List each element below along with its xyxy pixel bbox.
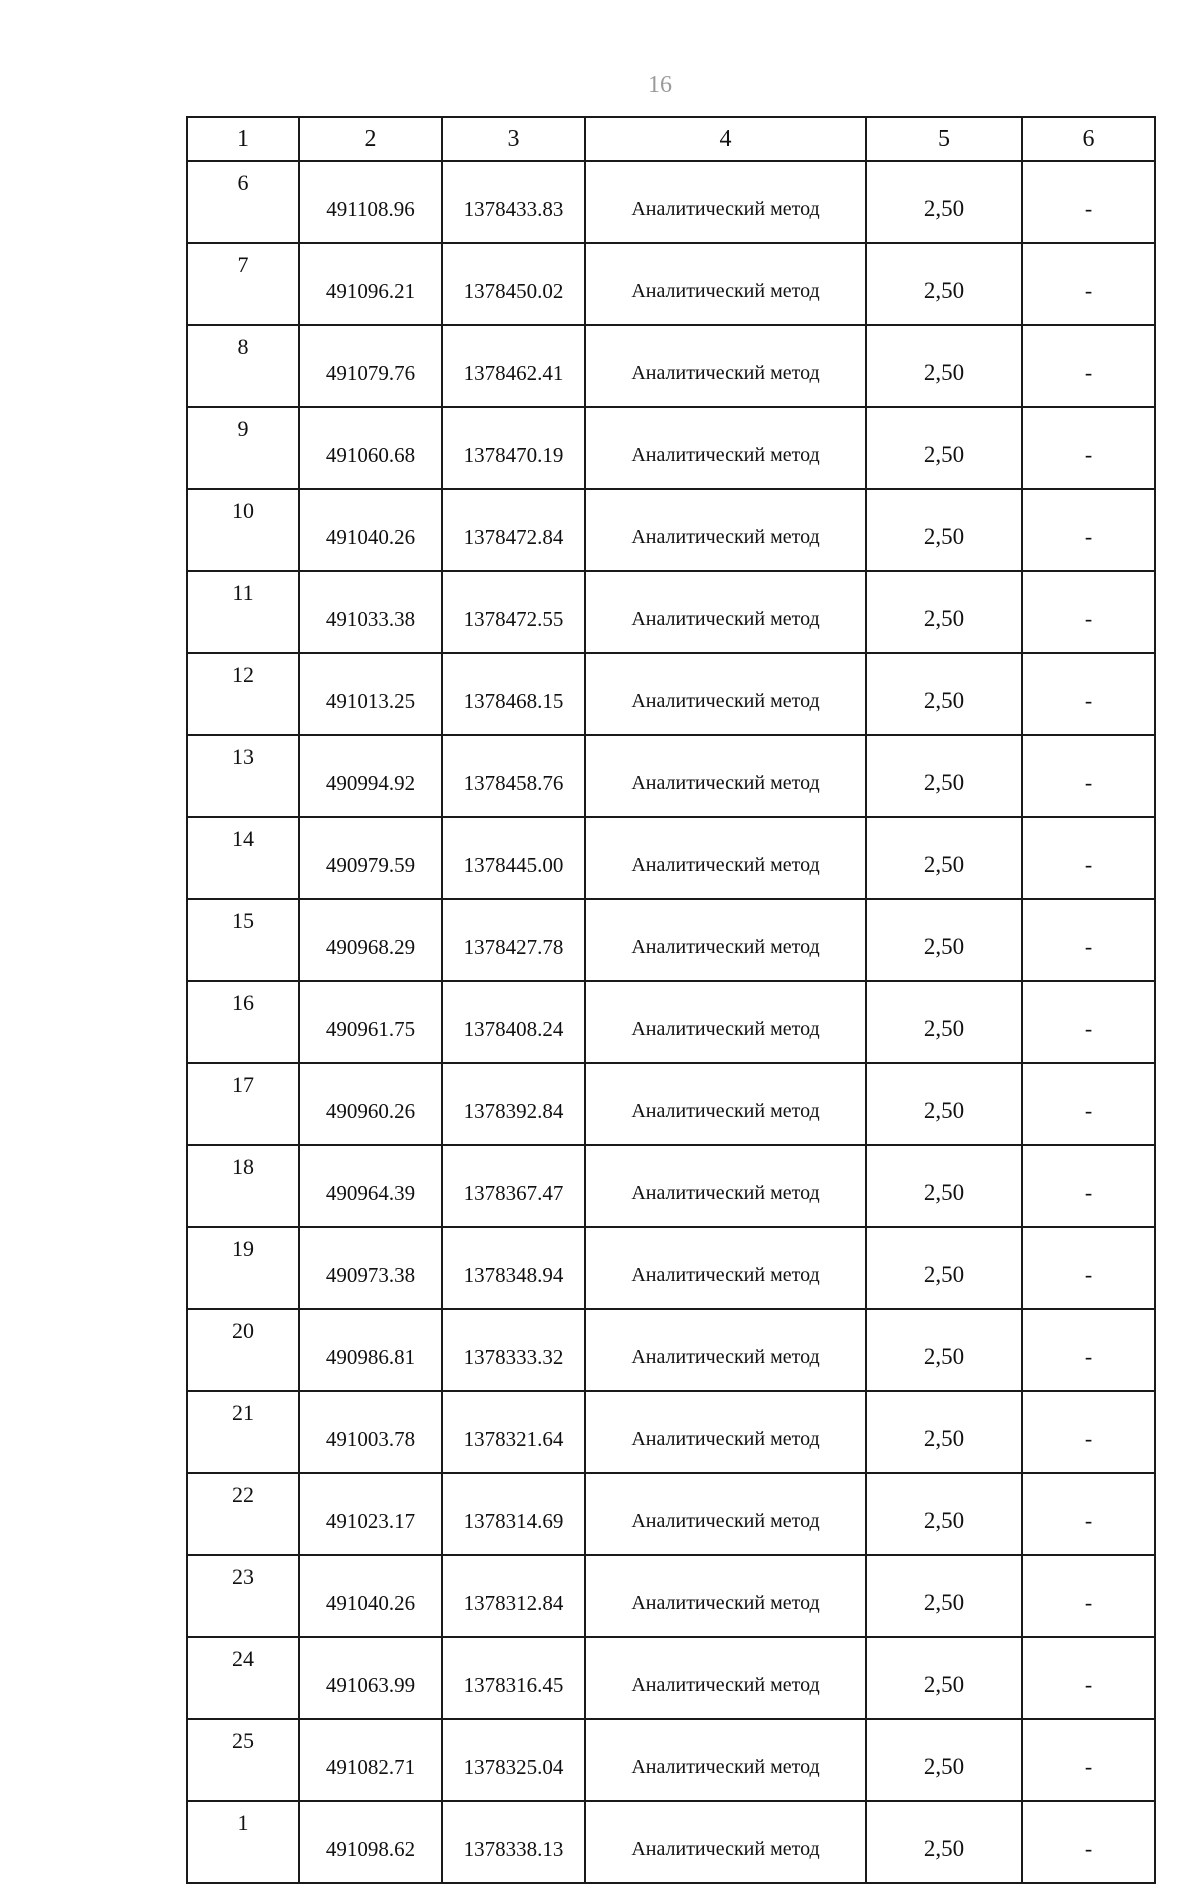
accuracy-cell: 2,50 bbox=[866, 1309, 1022, 1391]
method-cell: Аналитический метод bbox=[585, 243, 866, 325]
point-number-cell: 7 bbox=[187, 243, 299, 325]
point-number-cell: 22 bbox=[187, 1473, 299, 1555]
point-number-cell: 8 bbox=[187, 325, 299, 407]
column-header: 2 bbox=[299, 117, 442, 161]
point-number-cell: 20 bbox=[187, 1309, 299, 1391]
accuracy-cell: 2,50 bbox=[866, 1227, 1022, 1309]
method-cell: Аналитический метод bbox=[585, 325, 866, 407]
x-coordinate-cell: 490960.26 bbox=[299, 1063, 442, 1145]
point-number-cell: 15 bbox=[187, 899, 299, 981]
point-number-cell: 10 bbox=[187, 489, 299, 571]
method-cell: Аналитический метод bbox=[585, 1145, 866, 1227]
accuracy-cell: 2,50 bbox=[866, 1145, 1022, 1227]
table-row bbox=[187, 1063, 1155, 1145]
point-number-cell: 23 bbox=[187, 1555, 299, 1637]
column-header: 4 bbox=[585, 117, 866, 161]
x-coordinate-cell: 490964.39 bbox=[299, 1145, 442, 1227]
point-number-cell: 12 bbox=[187, 653, 299, 735]
y-coordinate-cell: 1378314.69 bbox=[442, 1473, 585, 1555]
table-row bbox=[187, 981, 1155, 1063]
column-header: 1 bbox=[187, 117, 299, 161]
point-number-cell: 6 bbox=[187, 161, 299, 243]
column-header: 5 bbox=[866, 117, 1022, 161]
table-row bbox=[187, 1391, 1155, 1473]
y-coordinate-cell: 1378392.84 bbox=[442, 1063, 585, 1145]
table-row bbox=[187, 1227, 1155, 1309]
accuracy-cell: 2,50 bbox=[866, 161, 1022, 243]
method-cell: Аналитический метод bbox=[585, 1063, 866, 1145]
accuracy-cell: 2,50 bbox=[866, 899, 1022, 981]
accuracy-cell: 2,50 bbox=[866, 489, 1022, 571]
method-cell: Аналитический метод bbox=[585, 899, 866, 981]
accuracy-cell: 2,50 bbox=[866, 981, 1022, 1063]
point-number-cell: 13 bbox=[187, 735, 299, 817]
y-coordinate-cell: 1378338.13 bbox=[442, 1801, 585, 1883]
method-cell: Аналитический метод bbox=[585, 1719, 866, 1801]
x-coordinate-cell: 491023.17 bbox=[299, 1473, 442, 1555]
note-cell: - bbox=[1022, 1227, 1155, 1309]
note-cell: - bbox=[1022, 735, 1155, 817]
accuracy-cell: 2,50 bbox=[866, 653, 1022, 735]
point-number-cell: 17 bbox=[187, 1063, 299, 1145]
y-coordinate-cell: 1378408.24 bbox=[442, 981, 585, 1063]
table-row bbox=[187, 1473, 1155, 1555]
x-coordinate-cell: 490973.38 bbox=[299, 1227, 442, 1309]
x-coordinate-cell: 491063.99 bbox=[299, 1637, 442, 1719]
table-row bbox=[187, 1719, 1155, 1801]
point-number-cell: 16 bbox=[187, 981, 299, 1063]
y-coordinate-cell: 1378458.76 bbox=[442, 735, 585, 817]
x-coordinate-cell: 490961.75 bbox=[299, 981, 442, 1063]
x-coordinate-cell: 490986.81 bbox=[299, 1309, 442, 1391]
x-coordinate-cell: 491108.96 bbox=[299, 161, 442, 243]
accuracy-cell: 2,50 bbox=[866, 325, 1022, 407]
x-coordinate-cell: 491098.62 bbox=[299, 1801, 442, 1883]
note-cell: - bbox=[1022, 161, 1155, 243]
table-row bbox=[187, 1801, 1155, 1883]
table-row bbox=[187, 571, 1155, 653]
table-row bbox=[187, 1637, 1155, 1719]
method-cell: Аналитический метод bbox=[585, 1555, 866, 1637]
coordinates-table bbox=[186, 116, 1156, 1884]
note-cell: - bbox=[1022, 243, 1155, 325]
table-row bbox=[187, 243, 1155, 325]
y-coordinate-cell: 1378450.02 bbox=[442, 243, 585, 325]
table-row bbox=[187, 1555, 1155, 1637]
accuracy-cell: 2,50 bbox=[866, 571, 1022, 653]
y-coordinate-cell: 1378468.15 bbox=[442, 653, 585, 735]
x-coordinate-cell: 490968.29 bbox=[299, 899, 442, 981]
x-coordinate-cell: 491079.76 bbox=[299, 325, 442, 407]
table-row bbox=[187, 407, 1155, 489]
note-cell: - bbox=[1022, 1555, 1155, 1637]
method-cell: Аналитический метод bbox=[585, 1227, 866, 1309]
accuracy-cell: 2,50 bbox=[866, 1801, 1022, 1883]
x-coordinate-cell: 491096.21 bbox=[299, 243, 442, 325]
method-cell: Аналитический метод bbox=[585, 1473, 866, 1555]
point-number-cell: 9 bbox=[187, 407, 299, 489]
method-cell: Аналитический метод bbox=[585, 653, 866, 735]
accuracy-cell: 2,50 bbox=[866, 1637, 1022, 1719]
note-cell: - bbox=[1022, 899, 1155, 981]
y-coordinate-cell: 1378470.19 bbox=[442, 407, 585, 489]
note-cell: - bbox=[1022, 1145, 1155, 1227]
method-cell: Аналитический метод bbox=[585, 1309, 866, 1391]
y-coordinate-cell: 1378433.83 bbox=[442, 161, 585, 243]
point-number-cell: 24 bbox=[187, 1637, 299, 1719]
point-number-cell: 14 bbox=[187, 817, 299, 899]
table-body bbox=[187, 161, 1155, 1883]
method-cell: Аналитический метод bbox=[585, 735, 866, 817]
x-coordinate-cell: 491040.26 bbox=[299, 489, 442, 571]
y-coordinate-cell: 1378462.41 bbox=[442, 325, 585, 407]
note-cell: - bbox=[1022, 407, 1155, 489]
method-cell: Аналитический метод bbox=[585, 407, 866, 489]
y-coordinate-cell: 1378472.55 bbox=[442, 571, 585, 653]
note-cell: - bbox=[1022, 1719, 1155, 1801]
method-cell: Аналитический метод bbox=[585, 981, 866, 1063]
x-coordinate-cell: 491013.25 bbox=[299, 653, 442, 735]
accuracy-cell: 2,50 bbox=[866, 1063, 1022, 1145]
point-number-cell: 21 bbox=[187, 1391, 299, 1473]
x-coordinate-cell: 491060.68 bbox=[299, 407, 442, 489]
point-number-cell: 25 bbox=[187, 1719, 299, 1801]
x-coordinate-cell: 491040.26 bbox=[299, 1555, 442, 1637]
accuracy-cell: 2,50 bbox=[866, 243, 1022, 325]
note-cell: - bbox=[1022, 489, 1155, 571]
accuracy-cell: 2,50 bbox=[866, 1391, 1022, 1473]
note-cell: - bbox=[1022, 1801, 1155, 1883]
y-coordinate-cell: 1378321.64 bbox=[442, 1391, 585, 1473]
point-number-cell: 11 bbox=[187, 571, 299, 653]
column-header: 6 bbox=[1022, 117, 1155, 161]
method-cell: Аналитический метод bbox=[585, 1637, 866, 1719]
table-row bbox=[187, 1145, 1155, 1227]
note-cell: - bbox=[1022, 1473, 1155, 1555]
x-coordinate-cell: 491003.78 bbox=[299, 1391, 442, 1473]
note-cell: - bbox=[1022, 1063, 1155, 1145]
y-coordinate-cell: 1378445.00 bbox=[442, 817, 585, 899]
accuracy-cell: 2,50 bbox=[866, 1473, 1022, 1555]
page-number: 16 bbox=[648, 72, 672, 98]
note-cell: - bbox=[1022, 1637, 1155, 1719]
table-row bbox=[187, 489, 1155, 571]
y-coordinate-cell: 1378367.47 bbox=[442, 1145, 585, 1227]
method-cell: Аналитический метод bbox=[585, 817, 866, 899]
point-number-cell: 1 bbox=[187, 1801, 299, 1883]
table-row bbox=[187, 817, 1155, 899]
table-row bbox=[187, 653, 1155, 735]
accuracy-cell: 2,50 bbox=[866, 1719, 1022, 1801]
table-row bbox=[187, 1309, 1155, 1391]
accuracy-cell: 2,50 bbox=[866, 817, 1022, 899]
method-cell: Аналитический метод bbox=[585, 161, 866, 243]
x-coordinate-cell: 490994.92 bbox=[299, 735, 442, 817]
y-coordinate-cell: 1378472.84 bbox=[442, 489, 585, 571]
method-cell: Аналитический метод bbox=[585, 489, 866, 571]
accuracy-cell: 2,50 bbox=[866, 735, 1022, 817]
accuracy-cell: 2,50 bbox=[866, 407, 1022, 489]
y-coordinate-cell: 1378348.94 bbox=[442, 1227, 585, 1309]
point-number-cell: 19 bbox=[187, 1227, 299, 1309]
method-cell: Аналитический метод bbox=[585, 571, 866, 653]
table-header-row bbox=[187, 117, 1155, 161]
y-coordinate-cell: 1378316.45 bbox=[442, 1637, 585, 1719]
table-row bbox=[187, 899, 1155, 981]
x-coordinate-cell: 491033.38 bbox=[299, 571, 442, 653]
note-cell: - bbox=[1022, 1391, 1155, 1473]
note-cell: - bbox=[1022, 817, 1155, 899]
method-cell: Аналитический метод bbox=[585, 1391, 866, 1473]
note-cell: - bbox=[1022, 981, 1155, 1063]
y-coordinate-cell: 1378333.32 bbox=[442, 1309, 585, 1391]
table-row bbox=[187, 161, 1155, 243]
x-coordinate-cell: 491082.71 bbox=[299, 1719, 442, 1801]
x-coordinate-cell: 490979.59 bbox=[299, 817, 442, 899]
y-coordinate-cell: 1378325.04 bbox=[442, 1719, 585, 1801]
y-coordinate-cell: 1378312.84 bbox=[442, 1555, 585, 1637]
note-cell: - bbox=[1022, 653, 1155, 735]
table-row bbox=[187, 325, 1155, 407]
point-number-cell: 18 bbox=[187, 1145, 299, 1227]
note-cell: - bbox=[1022, 571, 1155, 653]
note-cell: - bbox=[1022, 1309, 1155, 1391]
note-cell: - bbox=[1022, 325, 1155, 407]
accuracy-cell: 2,50 bbox=[866, 1555, 1022, 1637]
y-coordinate-cell: 1378427.78 bbox=[442, 899, 585, 981]
column-header: 3 bbox=[442, 117, 585, 161]
table-row bbox=[187, 735, 1155, 817]
method-cell: Аналитический метод bbox=[585, 1801, 866, 1883]
